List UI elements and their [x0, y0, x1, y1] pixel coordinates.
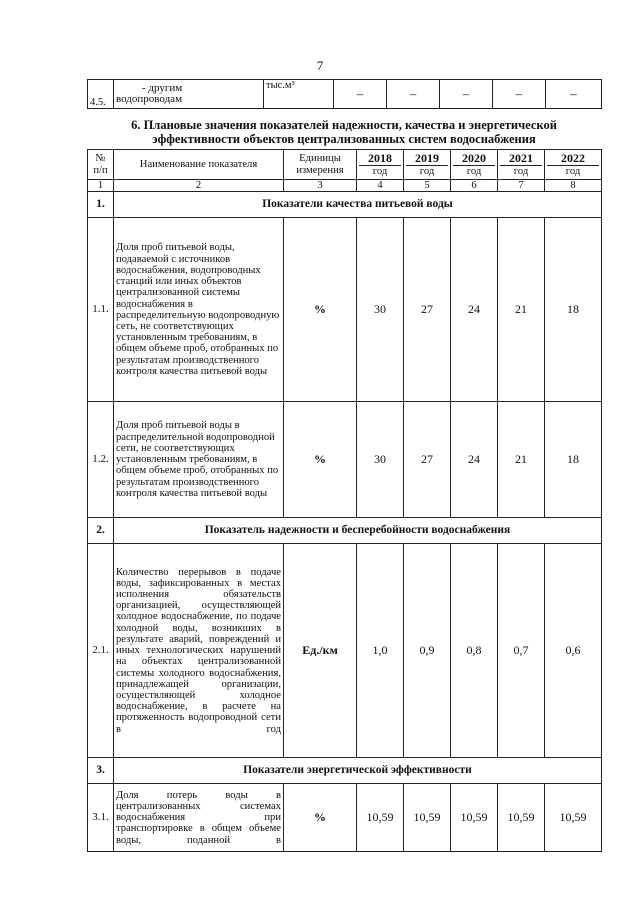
section-number: 3. [88, 758, 114, 784]
value-cell: 10,59 [404, 784, 451, 852]
section-number: 2. [88, 518, 114, 544]
indicator-name: Количество перерывов в подаче воды, зафиксированных в местах исполнения обязательств организацией, осуществляющей холодное водоснабжение, по подаче холодной воды, возникших в результате аварий, повреждений и иных технологических нарушений на объектах централизованной системы холодного водоснабжения, принадлежащей организации, осуществляющей холодное водоснабжение, в расчете на протяженность водопроводной сети в год [114, 544, 284, 758]
section-row [88, 758, 602, 784]
header-unit: Единицы измерения [284, 150, 357, 180]
header-year: 2022 год [545, 150, 602, 180]
value-cell: 27 [404, 402, 451, 518]
header-year: 2020 год [451, 150, 498, 180]
indicator-name [114, 80, 264, 109]
continued-table [87, 79, 602, 109]
page-number: 7 [316, 58, 324, 73]
column-numbers-row [88, 180, 602, 192]
table-row [88, 544, 602, 758]
unit-cell: % [284, 784, 357, 852]
header-num: № п/п [88, 150, 114, 180]
value-cell: 27 [404, 218, 451, 402]
header-year: 2019 год [404, 150, 451, 180]
value-cell: – [387, 80, 440, 109]
unit-cell: % [284, 402, 357, 518]
value-cell: 10,59 [498, 784, 545, 852]
section-title: 6. Плановые значения показателей надежности, качества и энергетической эффективности объектов централизованных систем водоснабжения [131, 118, 557, 146]
section-number: 1. [88, 192, 114, 218]
row-number: 2.1. [88, 544, 114, 758]
unit-cell: Ед./км [284, 544, 357, 758]
col-number: 4 [357, 180, 404, 192]
col-number: 2 [114, 180, 284, 192]
section-heading: Показатели качества питьевой воды [114, 192, 602, 218]
value-cell: 30 [357, 402, 404, 518]
row-number: 4.5. [88, 80, 114, 109]
section-heading: Показатели энергетической эффективности [114, 758, 602, 784]
value-cell: 18 [545, 402, 602, 518]
indicator-name: Доля проб питьевой воды в распределительной водопроводной сети, не соответствующих установленным требованиям, в общем объеме проб, отобранных по результатам производственного контроля качества питьевой воды [114, 402, 284, 518]
value-cell: 10,59 [357, 784, 404, 852]
col-number: 6 [451, 180, 498, 192]
value-cell: 10,59 [545, 784, 602, 852]
section-row [88, 518, 602, 544]
value-cell: 10,59 [451, 784, 498, 852]
unit-cell: % [284, 218, 357, 402]
value-cell: 0,6 [545, 544, 602, 758]
col-number: 3 [284, 180, 357, 192]
value-cell: 30 [357, 218, 404, 402]
table-row [88, 80, 602, 109]
row-number: 1.2. [88, 402, 114, 518]
header-row [88, 150, 602, 180]
table-row [88, 784, 602, 852]
value-cell: – [493, 80, 546, 109]
indicator-name: Доля проб питьевой воды, подаваемой с источников водоснабжения, водопроводных станций или иных объектов централизованной системы водоснабжения в распределительную водопроводную сеть, не соответствующих установленным требованиям, в общем объеме проб, отобранных по результатам производственного контроля качества питьевой воды [114, 218, 284, 402]
value-cell: 0,7 [498, 544, 545, 758]
col-number: 8 [545, 180, 602, 192]
value-cell: 1,0 [357, 544, 404, 758]
value-cell: – [334, 80, 387, 109]
value-cell: – [440, 80, 493, 109]
section-row [88, 192, 602, 218]
value-cell: 21 [498, 218, 545, 402]
col-number: 1 [88, 180, 114, 192]
header-year: 2018 год [357, 150, 404, 180]
row-number: 1.1. [88, 218, 114, 402]
table-row [88, 402, 602, 518]
value-cell: 0,9 [404, 544, 451, 758]
header-name: Наименование показателя [114, 150, 284, 180]
header-year: 2021 год [498, 150, 545, 180]
value-cell: 21 [498, 402, 545, 518]
section-heading: Показатель надежности и бесперебойности водоснабжения [114, 518, 602, 544]
value-cell: 18 [545, 218, 602, 402]
unit-cell: тыс.м³ [264, 80, 334, 109]
indicators-table [87, 149, 602, 852]
indicator-name: Доля потерь воды в централизованных системах водоснабжения при транспортировке в общем объеме воды, поданной в [114, 784, 284, 852]
value-cell: 0,8 [451, 544, 498, 758]
table-row [88, 218, 602, 402]
col-number: 7 [498, 180, 545, 192]
indicator-name-line2: водопроводам [116, 93, 183, 105]
col-number: 5 [404, 180, 451, 192]
value-cell: – [546, 80, 602, 109]
value-cell: 24 [451, 218, 498, 402]
value-cell: 24 [451, 402, 498, 518]
row-number: 3.1. [88, 784, 114, 852]
indicator-name-line1: - другим [142, 82, 183, 94]
